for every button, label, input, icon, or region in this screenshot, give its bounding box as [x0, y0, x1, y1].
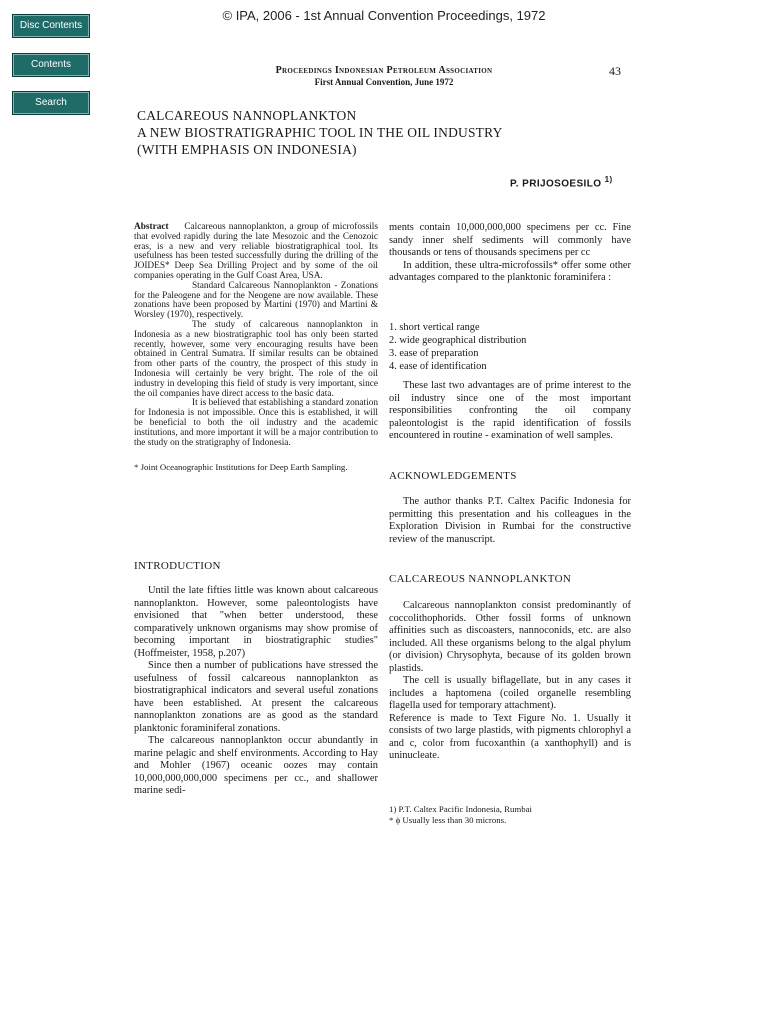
intro-paragraph-2: Since then a number of publications have stressed the usefulness of fossil calcareous nannoplankton as biostratigraphical indicators and several useful zonations have been established. At present the calcareous nannoplankton zonations are as good as the standard planktonic foraminiferal zonations.	[134, 660, 378, 734]
abstract-paragraph-4: It is believed that establishing a standard zonation for Indonesia is not impossible. Once this is established, it will be beneficial to both the oil industry and the academic institutions, and more important it will be a major contribution to the study on the stratigraphy of Indonesia.	[134, 398, 378, 448]
article-title	[137, 107, 503, 158]
cn-paragraph-1: Calcareous nannoplankton consist predominantly of coccolithophorids. Other fossil forms of unknown affinities such as discoasters, nannoconids, etc. are also included. All these organisms belong to the algal phylum (or division) Chrysophyta, because of its golden brown plastids.	[389, 600, 631, 674]
search-button[interactable]: Search	[13, 92, 89, 114]
author-footnote-mark: 1)	[604, 175, 613, 184]
abstract	[134, 223, 378, 473]
acknowledgements-heading: ACKNOWLEDGEMENTS	[389, 470, 517, 482]
right-top-text	[389, 222, 631, 285]
disc-contents-button[interactable]: Disc Contents	[13, 15, 89, 37]
intro-paragraph-3: The calcareous nannoplankton occur abundantly in marine pelagic and shelf environments. According to Hay and Mohler (1967) oceanic oozes may contain 10,000,000,000,000 specimens per cc., and shallower marine sedi-	[134, 735, 378, 796]
right-paragraph-1: ments contain 10,000,000,000 specimens per cc. Fine sandy inner shelf sediments will commonly have thousands or tens of thousands specimens per cc	[389, 222, 631, 258]
advantages-list	[389, 321, 526, 373]
intro-paragraph-1: Until the late fifties little was known about calcareous nannoplankton. However, some paleontologists have envisioned that "when better understood, these comparatively unknown organisms may show promise of becoming important in biostratigraphic studies" (Hoffmeister, 1958, p.207)	[134, 585, 378, 659]
cn-paragraph-2: The cell is usually biflagellate, but in any cases it includes a haptomena (coiled organelle resembling flagella used for temporary attachment).	[389, 675, 631, 711]
copyright-banner: © IPA, 2006 - 1st Annual Convention Proceedings, 1972	[222, 8, 546, 23]
calcareous-nannoplankton-heading: CALCAREOUS NANNOPLANKTON	[389, 573, 572, 585]
contents-button[interactable]: Contents	[13, 54, 89, 76]
right-paragraph-3: These last two advantages are of prime interest to the oil industry since one of the most important responsibilities confronting the oil company paleontologist is the rapid identification of fossils encountered in routine - examination of well samples.	[389, 380, 631, 441]
title-line-2: A NEW BIOSTRATIGRAPHIC TOOL IN THE OIL INDUSTRY	[137, 125, 503, 140]
page-number: 43	[609, 64, 621, 78]
abstract-paragraph-1	[134, 223, 378, 282]
acknowledgements-text: The author thanks P.T. Caltex Pacific Indonesia for permitting this presentation and his colleagues in the Exploration Division in Rumbai for the constructive review of the manuscript.	[389, 496, 631, 545]
list-item: 2. wide geographical distribution	[389, 335, 527, 346]
abstract-paragraph-2: Standard Calcareous Nannoplankton - Zonations for the Paleogene and for the Neogene are now available. These zonations have been proposed by Martini (1970) and Martini & Worsley (1970), respectively.	[134, 280, 378, 321]
list-item: 1. short vertical range	[389, 322, 480, 333]
author-name	[510, 175, 613, 189]
list-item: 4. ease of identification	[389, 361, 487, 372]
journal-title: Proceedings Indonesian Petroleum Association	[275, 65, 493, 76]
joides-footnote: * Joint Oceanographic Institutions for Deep Earth Sampling.	[134, 462, 348, 473]
right-paragraph-2: In addition, these ultra-microfossils* offer some other advantages compared to the planktonic foraminifera :	[389, 259, 631, 283]
introduction-body	[134, 585, 378, 798]
title-line-3: (WITH EMPHASIS ON INDONESIA)	[137, 142, 357, 157]
page-footnotes	[389, 804, 631, 826]
cn-paragraph-3: Reference is made to Text Figure No. 1. Usually it consists of two large plastids, with pigments chlorophyl a and c, color from fucoxanthin (a xanthophyll) and is uninucleate.	[389, 712, 631, 761]
abstract-text-1: Calcareous nannoplankton, a group of microfossils that evolved rapidly during the late Mesozoic and the Cenozoic eras, is a new and very reliable biostratigraphical tool. Its usefulness has been tested successfully during the drilling of the JOIDES* Deep Sea Drilling Project and by some of the oil companies operating in the Gulf Coast Area, USA.	[134, 222, 378, 281]
introduction-heading: INTRODUCTION	[134, 560, 221, 572]
author-label: P. PRIJOSOESILO	[510, 178, 602, 190]
journal-issue: First Annual Convention, June 1972	[314, 77, 454, 87]
footnote-2: * ϕ Usually less than 30 microns.	[389, 815, 507, 825]
list-item: 3. ease of preparation	[389, 348, 479, 359]
abstract-label: Abstract	[134, 222, 169, 232]
title-line-1: CALCAREOUS NANNOPLANKTON	[137, 108, 357, 123]
abstract-paragraph-3: The study of calcareous nannoplankton in Indonesia as a new biostratigraphic tool has only been started recently, however, some very encouraging results have been obtained in Central Sumatra. If similar results can be obtained from other parts of the country, the prospect of this study in Indonesia will certainly be very bright. The role of the oil industry in developing this field of study is very important, since the oil companies have direct access to the basic data.	[134, 319, 378, 399]
calcareous-nannoplankton-body	[389, 600, 631, 763]
footnote-1: 1) P.T. Caltex Pacific Indonesia, Rumbai	[389, 804, 533, 814]
